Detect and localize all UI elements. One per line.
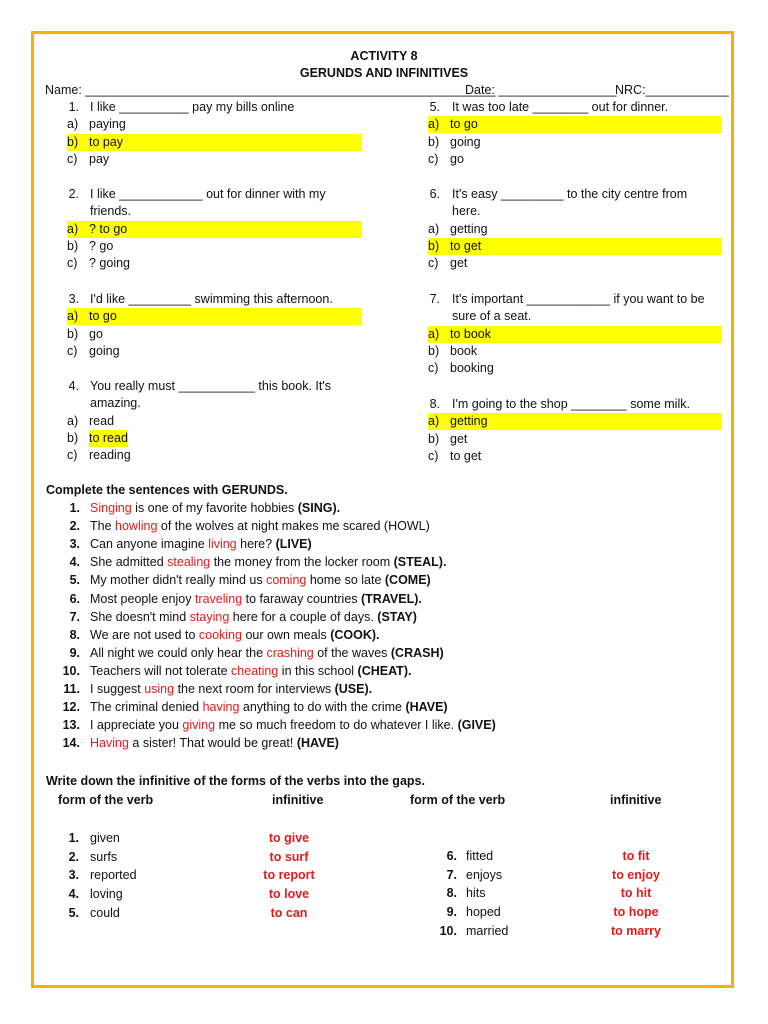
sentence-number: 10. [62, 663, 80, 678]
verb-hint: (LIVE) [275, 537, 312, 552]
gerund-sentence [90, 681, 372, 698]
option-text[interactable]: go [450, 151, 464, 166]
gerund-sentence [90, 645, 444, 662]
option-text[interactable]: going [89, 343, 120, 358]
question-text: I'm going to the shop ________ some milk. [452, 397, 690, 411]
verb-form: hits [466, 886, 486, 901]
infinitive-answer: to marry [610, 923, 662, 938]
gerund-sentence [90, 627, 380, 644]
option-text[interactable]: ? going [89, 256, 131, 271]
sentence-text: Most people enjoy [90, 591, 195, 606]
verb-number: 7. [446, 867, 457, 882]
sentence-number: 1. [69, 501, 80, 515]
verb-form: fitted [466, 849, 494, 863]
sentence-number: 14. [62, 736, 80, 751]
question-text: I like __________ pay my bills online [90, 100, 295, 114]
sentence-text: Teachers will not tolerate [90, 663, 232, 678]
option-letter: b) [67, 238, 79, 253]
infinitive-answer: to love [268, 887, 310, 902]
option-text[interactable]: to read [89, 430, 128, 445]
sentence-text: The [90, 519, 116, 534]
gerund-sentence [90, 500, 340, 517]
verb-hint: (HAVE) [405, 700, 448, 715]
sentence-text: is one of my favorite hobbies [131, 501, 298, 515]
gerund-answer: stealing [167, 555, 211, 570]
option-text[interactable]: pay [89, 151, 110, 166]
question-text: sure of a seat. [452, 309, 532, 324]
question-text: friends. [90, 204, 131, 219]
sentence-number: 6. [69, 591, 80, 606]
option-text[interactable]: to get [450, 238, 482, 253]
verb-hint: (COME) [384, 573, 431, 588]
option-text[interactable]: book [450, 343, 478, 358]
option-letter: a) [67, 413, 79, 428]
option-text[interactable]: get [450, 431, 468, 446]
option-text[interactable]: to pay [89, 134, 124, 149]
sentence-text: All night we could only hear the [90, 645, 267, 660]
option-letter: a) [428, 117, 440, 132]
verb-hint: (SING). [297, 501, 341, 515]
verb-form: reported [90, 868, 137, 883]
verb-hint: (STEAL). [393, 555, 447, 570]
option-letter: b) [428, 431, 440, 446]
question-number: 7. [429, 292, 440, 306]
option-letter: c) [67, 151, 78, 166]
question-text: amazing. [90, 396, 141, 411]
verb-number: 4. [68, 887, 79, 902]
infinitive-answer: to enjoy [612, 867, 660, 882]
verb-hint: (TRAVEL). [361, 591, 422, 606]
verb-number: 9. [446, 905, 457, 920]
gerund-answer: cooking [198, 627, 242, 642]
option-text[interactable]: ? to go [89, 221, 128, 236]
gerund-sentence [90, 536, 312, 553]
question-text: I'd like _________ swimming this afternoon. [90, 292, 333, 306]
option-text[interactable]: ? go [89, 238, 114, 253]
sentence-number: 13. [62, 718, 80, 733]
infinitive-answer: to can [270, 905, 308, 920]
option-letter: c) [67, 448, 78, 463]
form-column-header: form of the verb [58, 793, 154, 807]
sentence-text: The criminal denied [90, 700, 203, 715]
option-letter: c) [428, 256, 439, 271]
sentence-text: our own meals [241, 627, 331, 642]
option-text[interactable]: getting [450, 414, 488, 429]
verb-number: 3. [68, 868, 79, 883]
verb-form: surfs [90, 849, 118, 864]
gerund-answer: traveling [194, 591, 243, 606]
sentence-text: of the wolves at night makes me scared (HOWL) [157, 519, 430, 534]
verb-form: hoped [466, 905, 501, 920]
option-letter: a) [67, 117, 79, 132]
infinitive-answer: to hope [613, 905, 659, 920]
activity-title: ACTIVITY 8 [350, 49, 418, 63]
gerund-sentence [90, 591, 422, 608]
option-letter: a) [428, 326, 440, 341]
option-text[interactable]: to go [89, 309, 117, 324]
gerund-answer: Singing [90, 501, 132, 515]
infinitive-answer: to report [263, 868, 315, 883]
gerund-answer: cheating [231, 663, 279, 678]
verb-hint: (CHEAT). [357, 663, 412, 678]
verb-form: given [90, 831, 120, 845]
gerund-answer: howling [115, 519, 158, 534]
nrc-field: NRC:____________ [615, 83, 729, 97]
verb-form: loving [90, 887, 123, 902]
option-text[interactable]: go [89, 326, 103, 341]
verb-hint: (USE). [334, 682, 373, 696]
verb-number: 5. [68, 905, 79, 920]
question-number: 5. [429, 100, 440, 114]
sentence-text: I suggest [90, 682, 145, 696]
sentence-text: She doesn't mind [90, 609, 190, 624]
infinitive-column-header: infinitive [610, 793, 662, 807]
sentence-text: She admitted [90, 555, 168, 570]
sentence-text: home so late [306, 573, 385, 588]
gerund-answer: using [144, 682, 175, 696]
gerund-sentence [90, 735, 339, 752]
gerund-sentence [90, 554, 446, 571]
option-letter: b) [428, 343, 440, 358]
name-field: Name: ___________________________________________________________ [45, 83, 496, 97]
verb-hint: (CRASH) [390, 645, 444, 660]
sentence-number: 11. [63, 682, 80, 696]
option-letter: b) [67, 326, 79, 341]
sentence-number: 3. [69, 537, 80, 552]
question-number: 1. [68, 100, 79, 114]
option-text[interactable]: to go [450, 117, 478, 132]
option-text[interactable]: going [450, 134, 481, 149]
gerund-answer: Having [90, 736, 129, 751]
option-letter: c) [67, 256, 78, 271]
sentence-number: 9. [69, 645, 80, 660]
option-text[interactable]: booking [450, 361, 494, 376]
verb-form: married [466, 923, 509, 938]
infinitive-column-header: infinitive [272, 793, 324, 807]
gerund-sentence [90, 699, 448, 716]
sentence-number: 12. [62, 700, 80, 715]
sentence-text: We are not used to [90, 627, 199, 642]
option-text[interactable]: paying [89, 117, 126, 132]
gerund-answer: staying [189, 609, 230, 624]
option-letter: a) [428, 221, 440, 236]
option-text[interactable]: read [89, 413, 115, 428]
gerund-answer: having [202, 700, 240, 715]
gerund-answer: coming [266, 573, 307, 588]
option-letter: b) [67, 430, 79, 445]
sentence-number: 5. [69, 573, 80, 588]
verb-number: 6. [446, 849, 457, 863]
sentence-number: 2. [69, 519, 80, 534]
sentence-text: I appreciate you [90, 718, 183, 733]
sentence-text: a sister! That would be great! [128, 736, 297, 751]
question-text: You really must ___________ this book. It's [90, 379, 331, 393]
gerund-answer: giving [182, 718, 216, 733]
verb-hint: (HAVE) [296, 736, 339, 751]
verb-number: 2. [68, 849, 79, 864]
infinitive-answer: to fit [622, 849, 650, 863]
option-text[interactable]: getting [450, 221, 488, 236]
sentence-text: in this school [278, 663, 358, 678]
question-text: I like ____________ out for dinner with my [90, 187, 326, 201]
question-number: 4. [68, 379, 79, 393]
sentence-text: here for a couple of days. [229, 609, 378, 624]
question-text: here. [452, 204, 481, 219]
gerund-answer: crashing [266, 645, 314, 660]
verb-number: 1. [68, 831, 79, 845]
sentence-number: 4. [69, 555, 80, 570]
option-letter: a) [67, 221, 79, 236]
gerund-sentence [90, 609, 417, 626]
option-letter: c) [428, 151, 439, 166]
option-text[interactable]: to book [450, 326, 492, 341]
gerund-sentence [90, 518, 430, 535]
option-letter: b) [67, 134, 79, 149]
question-number: 6. [429, 187, 440, 201]
sentence-text: me so much freedom to do whatever I like. [215, 718, 458, 733]
gerund-sentence [90, 572, 431, 589]
infinitives-heading: Write down the infinitive of the forms of the verbs into the gaps. [46, 774, 425, 788]
option-letter: a) [428, 414, 440, 429]
option-letter: c) [67, 343, 78, 358]
option-letter: b) [428, 238, 440, 253]
sentence-text: to faraway countries [242, 591, 361, 606]
verb-hint: (GIVE) [457, 718, 496, 733]
verb-hint: (STAY) [377, 609, 417, 624]
sentence-text: My mother didn't really mind us [90, 573, 267, 588]
verb-number: 10. [439, 923, 457, 938]
verb-form: enjoys [466, 867, 503, 882]
gerunds-heading: Complete the sentences with GERUNDS. [46, 483, 288, 497]
sentence-text: the money from the locker room [210, 555, 394, 570]
verb-hint: (COOK). [330, 627, 380, 642]
option-letter: c) [428, 361, 439, 376]
question-text: It was too late ________ out for dinner. [452, 100, 669, 114]
option-letter: b) [428, 134, 440, 149]
sentence-number: 8. [69, 627, 80, 642]
verb-form: could [90, 905, 120, 920]
question-number: 8. [429, 397, 440, 411]
infinitive-answer: to give [268, 831, 310, 845]
option-letter: c) [428, 448, 439, 463]
option-text[interactable]: get [450, 256, 468, 271]
form-column-header: form of the verb [410, 793, 506, 807]
option-text[interactable]: to get [450, 448, 482, 463]
option-letter: a) [67, 309, 79, 324]
sentence-text: here? [236, 537, 276, 552]
sentence-text: the next room for interviews [174, 682, 335, 696]
verb-number: 8. [446, 886, 457, 901]
sentence-number: 7. [69, 609, 80, 624]
sentence-text: anything to do with the crime [239, 700, 406, 715]
question-text: It's easy _________ to the city centre from [452, 187, 688, 201]
question-number: 2. [68, 187, 79, 201]
topic-title: GERUNDS AND INFINITIVES [299, 66, 469, 80]
date-field: Date: _________________ [465, 83, 617, 97]
infinitive-answer: to surf [269, 849, 309, 864]
question-number: 3. [68, 292, 79, 306]
gerund-sentence [90, 663, 411, 680]
sentence-text: Can anyone imagine [90, 537, 209, 552]
option-text[interactable]: reading [89, 448, 131, 463]
sentence-text: of the waves [313, 645, 391, 660]
gerund-answer: living [208, 537, 237, 552]
infinitive-answer: to hit [620, 886, 652, 901]
question-text: It's important ____________ if you want to be [452, 292, 705, 306]
gerund-sentence [90, 717, 496, 734]
